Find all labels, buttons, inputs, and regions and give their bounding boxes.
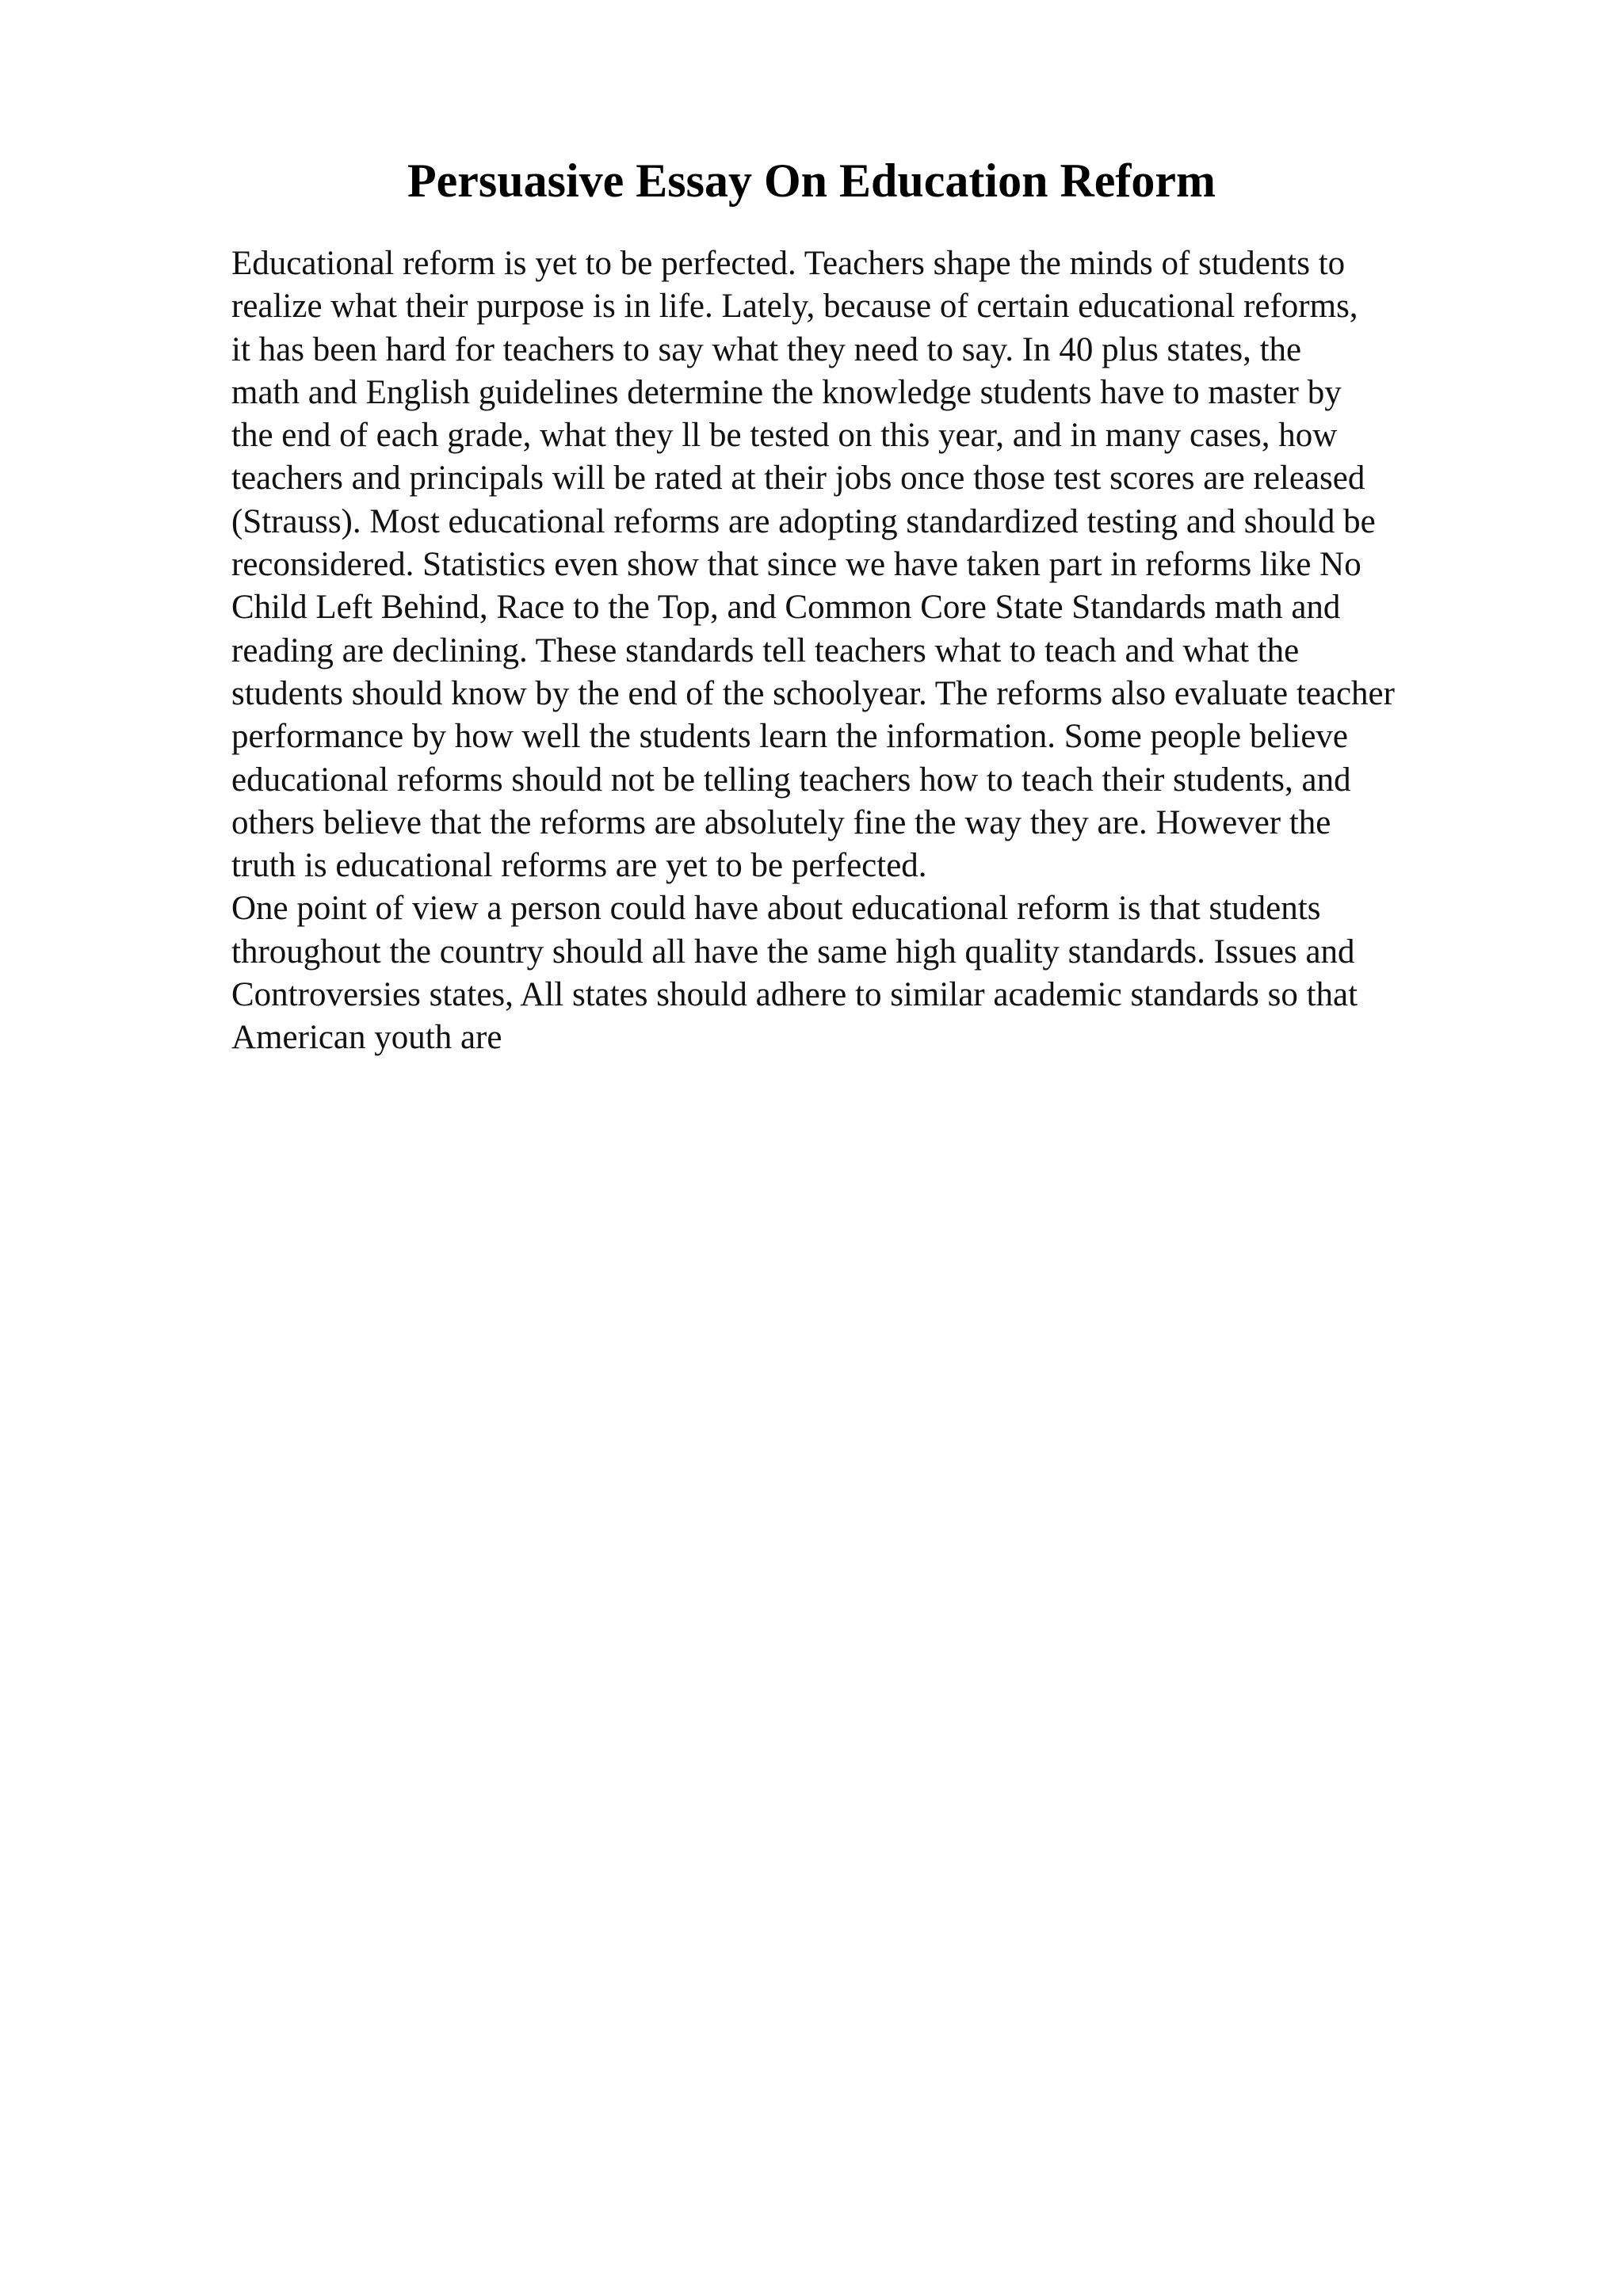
text-line: reading are declining. These standards tell teachers what to teach and what the bbox=[231, 631, 1300, 669]
text-line: it has been hard for teachers to say what they need to say. In 40 plus states, the bbox=[231, 330, 1302, 368]
text-line: reconsidered. Statistics even show that since we have taken part in reforms like No bbox=[231, 546, 1361, 584]
text-line: throughout the country should all have the same high quality standards. Issues and bbox=[231, 933, 1355, 971]
text-line: realize what their purpose is in life. Lately, because of certain educational reforms, bbox=[231, 288, 1358, 326]
text-line: (Strauss). Most educational reforms are adopting standardized testing and should be bbox=[231, 502, 1376, 540]
text-line: truth is educational reforms are yet to be perfected. bbox=[231, 847, 927, 885]
essay-body bbox=[231, 242, 1515, 1060]
text-line: educational reforms should not be telling teachers how to teach their students, and bbox=[231, 761, 1351, 799]
text-line: One point of view a person could have about educational reform is that students bbox=[231, 890, 1321, 928]
text-line: Controversies states, All states should adhere to similar academic standards so that bbox=[231, 976, 1358, 1014]
text-line: the end of each grade, what they ll be tested on this year, and in many cases, how bbox=[231, 417, 1338, 455]
text-line: American youth are bbox=[231, 1019, 502, 1057]
text-line: others believe that the reforms are absolutely fine the way they are. However the bbox=[231, 803, 1331, 841]
text-line: performance by how well the students learn the information. Some people believe bbox=[231, 718, 1349, 756]
text-line: math and English guidelines determine the knowledge students have to master by bbox=[231, 373, 1342, 411]
text-line: students should know by the end of the schoolyear. The reforms also evaluate teacher bbox=[231, 674, 1395, 712]
text-line: Child Left Behind, Race to the Top, and Common Core State Standards math and bbox=[231, 589, 1341, 627]
document-title: Persuasive Essay On Education Reform bbox=[407, 154, 1216, 207]
text-line: teachers and principals will be rated at their jobs once those test scores are released bbox=[231, 460, 1365, 498]
text-line: Educational reform is yet to be perfected. Teachers shape the minds of students to bbox=[231, 245, 1346, 282]
